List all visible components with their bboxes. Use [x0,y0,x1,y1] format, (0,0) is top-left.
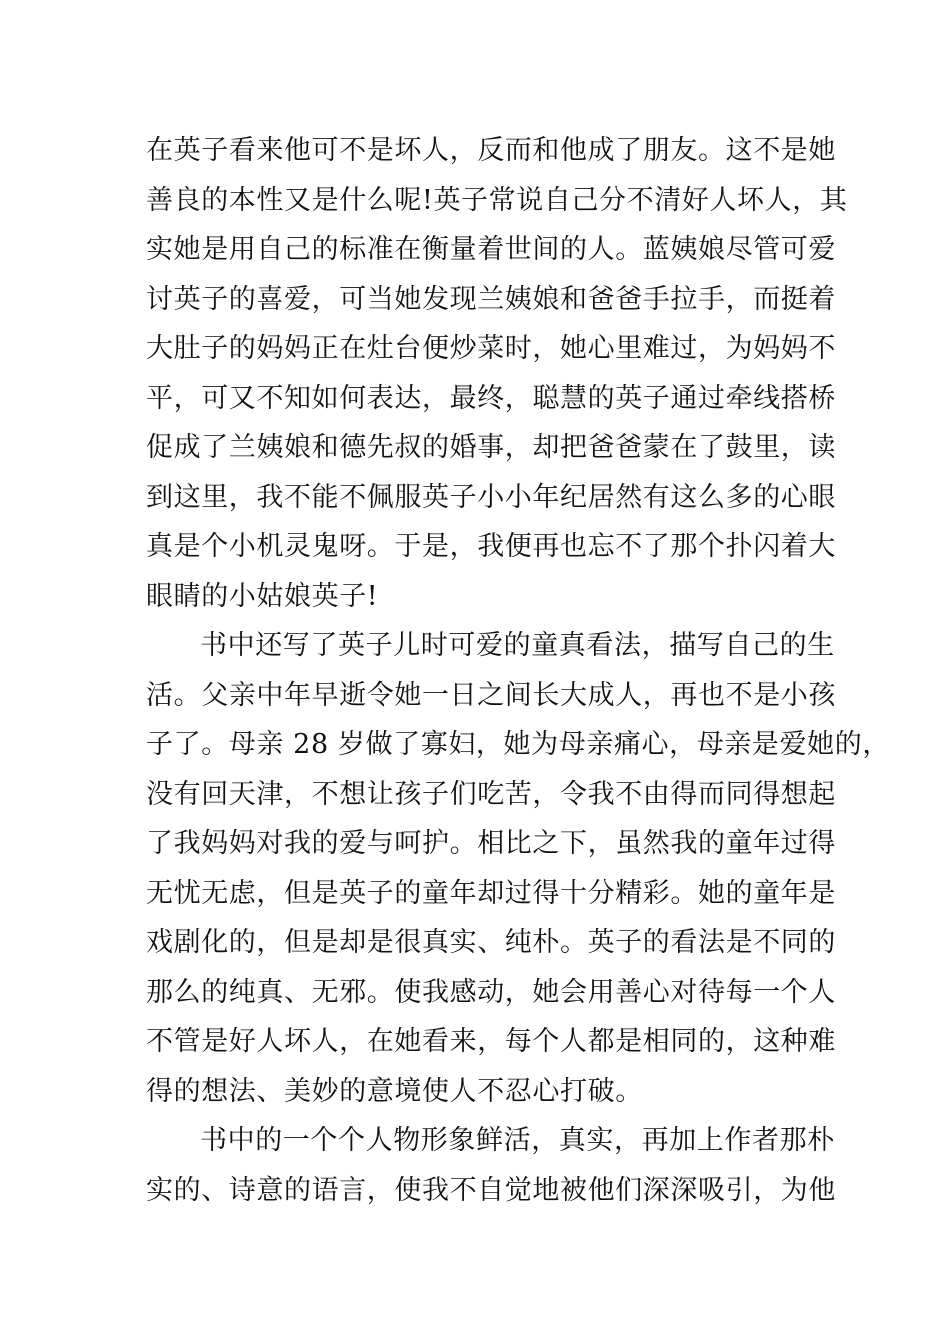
text-line: 实的、诗意的语言，使我不自觉地被他们深深吸引，为他 [146,1174,836,1206]
text-line: 讨英子的喜爱，可当她发现兰姨娘和爸爸手拉手，而挺着 [146,283,836,315]
text-line: 实她是用自己的标准在衡量着世间的人。蓝姨娘尽管可爱 [146,234,836,265]
text-line: 无忧无虑，但是英子的童年却过得十分精彩。她的童年是 [146,877,836,909]
text-line: 善良的本性又是什么呢!英子常说自己分不清好人坏人，其 [146,184,848,216]
text-line: 那么的纯真、无邪。使我感动，她会用善心对待每一个人 [146,976,836,1008]
body-text [146,126,890,1215]
text-line: 得的想法、美妙的意境使人不忍心打破。 [146,1075,643,1107]
text-line: 了我妈妈对我的爱与呵护。相比之下，虽然我的童年过得 [146,828,836,859]
text-line: 促成了兰姨娘和德先叔的婚事，却把爸爸蒙在了鼓里，读 [146,432,836,463]
text-line: 在英子看来他可不是坏人，反而和他成了朋友。这不是她 [146,135,836,166]
text-line: 戏剧化的，但是却是很真实、纯朴。英子的看法是不同的 [146,927,836,958]
text-line: 书中的一个个人物形象鲜活，真实，再加上作者那朴 [200,1125,835,1156]
text-line: 大肚子的妈妈正在灶台便炒菜时，她心里难过，为妈妈不 [146,333,836,364]
text-line: 平，可又不知如何表达，最终，聪慧的英子通过牵线搭桥 [146,382,836,414]
text-line: 真是个小机灵鬼呀。于是，我便再也忘不了那个扑闪着大 [146,531,836,562]
text-line: 子了。母亲 28 岁做了寡妇，她为母亲痛心，母亲是爱她的， [146,729,890,760]
text-line: 不管是好人坏人，在她看来，每个人都是相同的，这种难 [146,1026,836,1057]
text-line: 活。父亲中年早逝令她一日之间长大成人，再也不是小孩 [146,679,836,711]
paragraph [146,621,890,1116]
text-line: 到这里，我不能不佩服英子小小年纪居然有这么多的心眼 [146,481,836,513]
paragraph [146,126,848,621]
text-line: 书中还写了英子儿时可爱的童真看法，描写自己的生 [200,630,835,661]
paragraph [146,1116,836,1215]
text-line: 眼睛的小姑娘英子! [146,580,379,612]
text-line: 没有回天津，不想让孩子们吃苦，令我不由得而同得想起 [146,778,836,810]
